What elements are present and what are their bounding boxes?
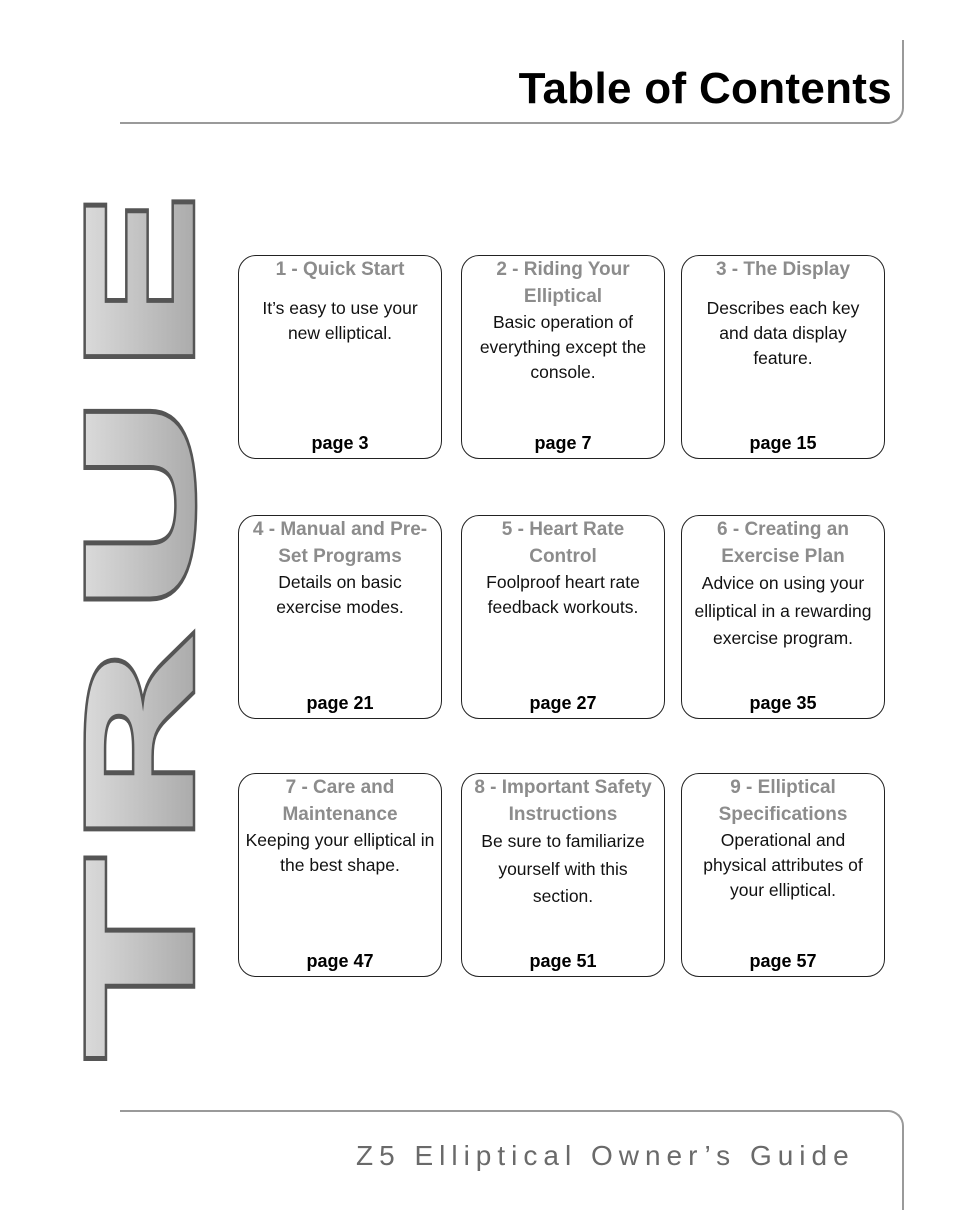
toc-title: 6 - Creating an Exercise Plan <box>717 519 849 567</box>
toc-page: page 57 <box>749 951 817 971</box>
toc-description: Operational and physical attributes of your elliptical. <box>703 830 863 900</box>
toc-page: page 21 <box>306 693 374 713</box>
toc-card-9[interactable] <box>681 773 885 977</box>
toc-title: 9 - Elliptical Specifications <box>718 777 848 825</box>
toc-page: page 47 <box>306 951 374 971</box>
toc-description: Keeping your elliptical in the best shape. <box>245 830 435 875</box>
toc-title: 5 - Heart Rate Control <box>501 519 625 567</box>
toc-description: Be sure to familiarize yourself with this section. <box>481 831 645 906</box>
toc-description: Advice on using your elliptical in a rewarding exercise program. <box>694 573 872 648</box>
toc-description: Foolproof heart rate feedback workouts. <box>486 572 640 617</box>
toc-description: It’s easy to use your new elliptical. <box>262 298 418 343</box>
toc-card-2[interactable] <box>461 255 665 459</box>
toc-card-8[interactable] <box>461 773 665 977</box>
true-logo <box>56 168 230 1070</box>
toc-title: 1 - Quick Start <box>275 259 405 280</box>
toc-card-3[interactable] <box>681 255 885 459</box>
page-title: Table of Contents <box>518 64 892 113</box>
toc-description: Basic operation of everything except the console. <box>479 312 647 382</box>
toc-page: page 35 <box>749 693 817 713</box>
logo-text: TRUE <box>56 617 230 1060</box>
toc-title: 2 - Riding Your Elliptical <box>496 259 630 307</box>
toc-card-4[interactable] <box>238 515 442 719</box>
toc-card-5[interactable] <box>461 515 665 719</box>
toc-page: page 51 <box>529 951 597 971</box>
toc-title: 8 - Important Safety Instructions <box>474 777 652 825</box>
toc-page: page 3 <box>311 433 369 453</box>
toc-page: page 7 <box>534 433 592 453</box>
toc-title: 4 - Manual and Pre-Set Programs <box>252 519 428 567</box>
toc-card-6[interactable] <box>681 515 885 719</box>
toc-title: 3 - The Display <box>715 259 851 280</box>
toc-card-7[interactable] <box>238 773 442 977</box>
toc-page: page 27 <box>529 693 597 713</box>
toc-description: Describes each key and data display feature. <box>706 298 860 368</box>
toc-description: Details on basic exercise modes. <box>276 572 404 617</box>
toc-page: page 15 <box>749 433 817 453</box>
footer-guide-title: Z5 Elliptical Owner’s Guide <box>356 1140 855 1171</box>
toc-card-1[interactable] <box>238 255 442 459</box>
toc-title: 7 - Care and Maintenance <box>282 777 398 825</box>
